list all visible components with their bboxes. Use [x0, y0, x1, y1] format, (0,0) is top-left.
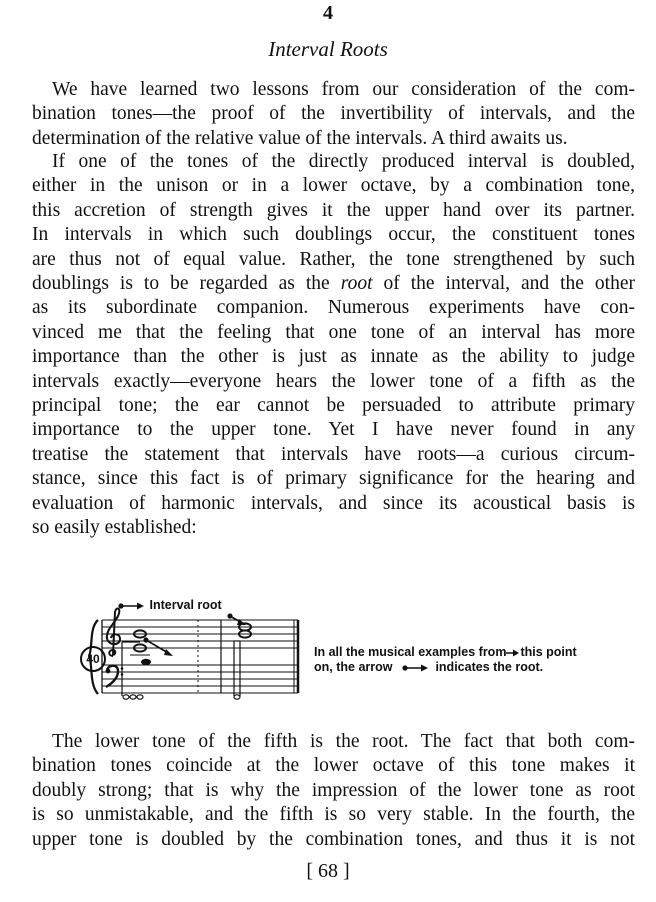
text-line: bination tones coincide at the lower octave of this tone makes it [32, 755, 635, 777]
treble-staff [102, 620, 298, 648]
text-line: We have learned two lessons from our consideration of the com- [52, 79, 635, 100]
text-line: evaluation of harmonic intervals, and since its acoustical basis is [32, 492, 635, 514]
text-line: vinced me that the feeling that one tone of an interval has more [32, 321, 635, 343]
text-line: bination tones—the proof of the invertibility of intervals, and the [32, 103, 635, 125]
text-line: upper tone is doubled by the combination tones, and thus it is not [32, 828, 635, 850]
caption-fragment: In all the musical examples from [314, 645, 507, 659]
chapter-number: 4 [323, 2, 333, 24]
text-line: determination of the relative value of the intervals. A third awaits us. [32, 127, 568, 149]
root-arrow-icon [396, 663, 432, 673]
page-number: [ 68 ] [306, 860, 350, 882]
example-caption [314, 645, 614, 675]
caption-fragment: indicates the root. [435, 660, 544, 674]
whole-note [141, 659, 151, 665]
combination-tone [123, 695, 129, 699]
caption-fragment: this point [520, 645, 577, 659]
caption-fragment: on, the arrow [314, 660, 393, 674]
chapter-title: Interval Roots [268, 37, 388, 61]
text-line: In intervals in which such doublings occur, the constituent tones [32, 224, 635, 246]
text-line: so easily established: [32, 517, 197, 539]
example-number: 40 [80, 646, 106, 672]
text-line: doubly strong; that is why the impression of the lower tone as root [32, 779, 635, 801]
text-line-with-root [32, 272, 635, 296]
grand-staff-brace [89, 620, 98, 694]
treble-clef-icon [107, 609, 120, 656]
combination-tone [130, 695, 136, 699]
text-fragment: doublings is to be regarded as the [32, 273, 341, 295]
text-line: treatise the statement that intervals have roots—a curious circum- [32, 443, 635, 465]
text-line: The lower tone of the fifth is the root. The fact that both com- [52, 731, 635, 752]
text-line: If one of the tones of the directly produced interval is doubled, [52, 151, 635, 172]
music-staff-example [80, 598, 310, 703]
root-arrow-icon [143, 637, 148, 642]
legend-label: Interval root [149, 598, 222, 612]
text-line: as its subordinate companion. Numerous experiments have con- [32, 297, 635, 319]
text-line: are thus not of equal value. Rather, the tone strengthened by such [32, 248, 635, 270]
text-line: importance than the other is just as innate as the ability to judge [32, 346, 635, 368]
text-line: intervals exactly—everyone hears the lower tone of a fifth as the [32, 370, 635, 392]
caption-line [314, 645, 614, 660]
caption-line [314, 660, 614, 675]
text-line: stance, since this fact is of primary significance for the hearing and [32, 468, 635, 490]
root-arrow-icon [227, 613, 232, 618]
text-line: either in the unison or in a lower octave, by a combination tone, [32, 175, 635, 197]
text-line: principal tone; the ear cannot be persuaded to attribute primary [32, 395, 635, 417]
combination-tone [234, 695, 240, 699]
paragraph-2 [32, 150, 635, 541]
text-fragment: of the interval, and the other [372, 273, 636, 295]
root-word: root [340, 273, 373, 295]
text-line: this accretion of strength gives it the upper hand over its partner. [32, 199, 635, 221]
text-line: importance to the upper tone. Yet I have never found in any [32, 419, 635, 441]
paragraph-1 [32, 78, 635, 151]
combination-tone [137, 695, 143, 699]
musical-example [80, 598, 620, 708]
root-arrow-icon [164, 649, 173, 656]
text-line: is so unmistakable, and the fifth is so very stable. In the fourth, the [32, 804, 635, 826]
paragraph-3 [32, 730, 635, 852]
root-arrow-icon [506, 648, 520, 658]
bass-staff [102, 665, 298, 693]
bass-clef-icon [106, 669, 111, 674]
